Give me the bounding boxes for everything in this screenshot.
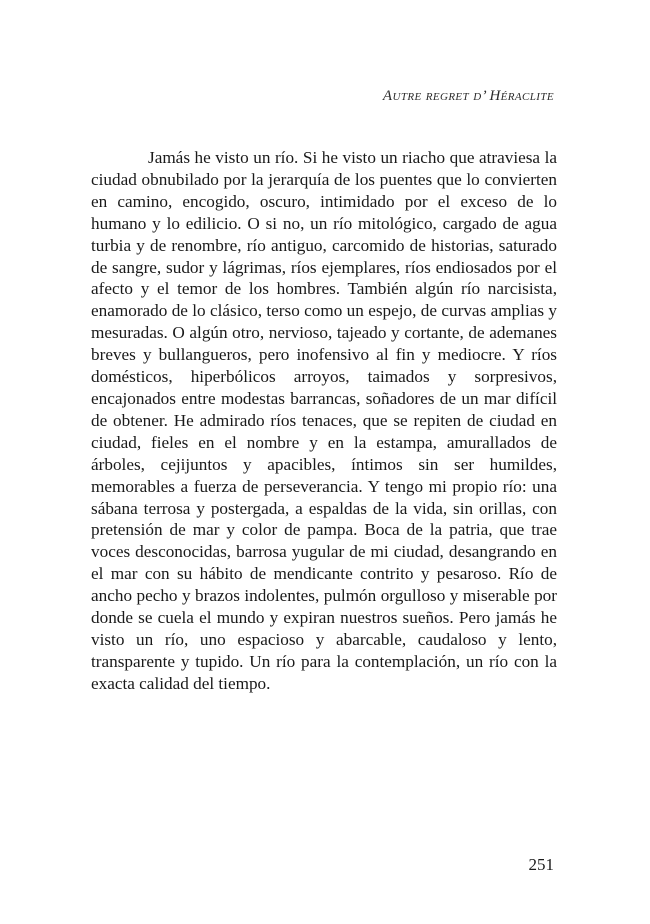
running-header-title: Autre regret d’ Héraclite — [382, 88, 554, 104]
page-number: 251 — [528, 855, 554, 874]
body-paragraph: Jamás he visto un río. Si he visto un riacho que atraviesa la ciudad obnubilado por la jerarquía de los puentes que lo convierten en camino, encogido, oscuro, intimidado por el exceso de lo humano y lo edilicio. O si no, un río mitológico, cargado de agua turbia y de renombre, río antiguo, carcomido de historias, saturado de sangre, sudor y lágrimas, ríos ejemplares, ríos endiosados por el afecto y el temor de los hombres. También algún río narcisista, enamorado de lo clásico, terso como un espejo, de curvas amplias y mesuradas. O algún otro, nervioso, tajeado y cortante, de ademanes breves y bullangueros, pero inofensivo al fin y mediocre. Y ríos domésticos, hiperbólicos arroyos, taimados y sorpresivos, encajonados entre modestas barrancas, soñadores de un mar difícil de obtener. He admirado ríos tenaces, que se repiten de ciudad en ciudad, fieles en el nombre y en la estampa, amurallados de árboles, cejijuntos y apacibles, íntimos sin ser humildes, memorables a fuerza de perseverancia. Y tengo mi propio río: una sábana terrosa y postergada, a espaldas de la vida, sin orillas, con pretensión de mar y color de pampa. Boca de la patria, que trae voces desconocidas, barrosa yugular de mi ciudad, desangrando en el mar con su hábito de mendicante contrito y pesaroso. Río de ancho pecho y brazos indolentes, pulmón orgulloso y miserable por donde se cuela el mundo y expiran nuestros sueños. Pero jamás he visto un río, uno espacioso y abarcable, caudaloso y lento, transparente y tupido. Un río para la contemplación, un río con la exacta calidad del tiempo. — [91, 148, 557, 693]
